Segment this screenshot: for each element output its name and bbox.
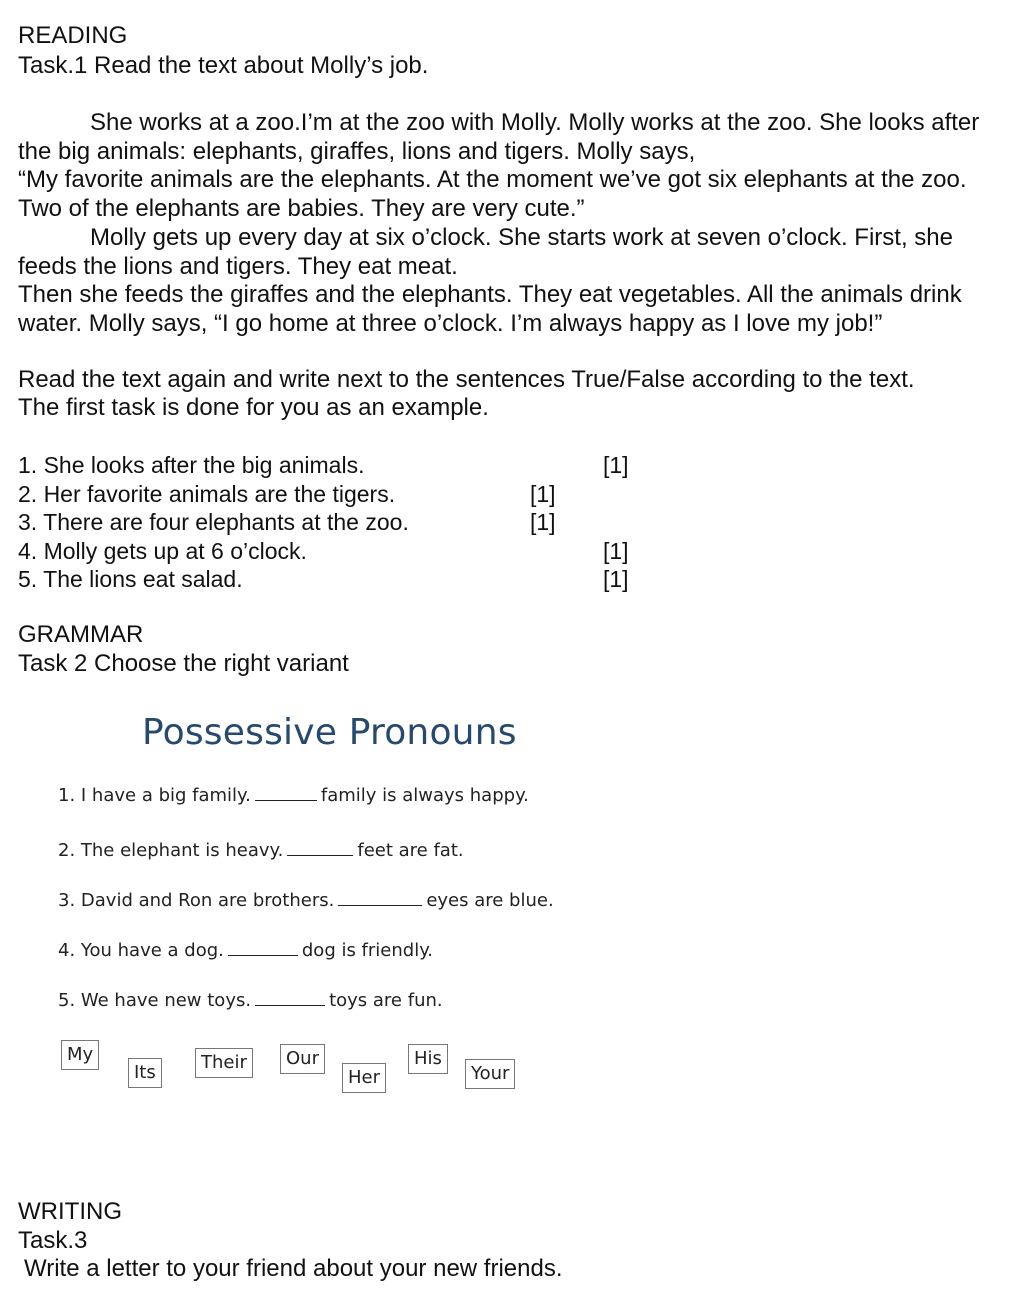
pronoun-sentence-3: 3. David and Ron are brothers. eyes are blue. [58,890,554,911]
passage-paragraph-2: Molly gets up every day at six o’clock. She starts work at seven o’clock. First, she feeds the lions and tigers. They eat meat. [18,223,953,280]
statement-3: 3. There are four elephants at the zoo. [18,509,409,535]
pronoun-sentence-1: 1. I have a big family. family is always happy. [58,785,529,806]
passage-paragraph-1b: “My favorite animals are the elephants. At the moment we’ve got six elephants at the zoo. Two of the elephants are babies. They are very cute.” [18,166,967,223]
grammar-task-title: Task 2 Choose the right variant [18,650,349,677]
word-bank-its[interactable]: Its [128,1058,162,1088]
word-bank-his[interactable]: His [408,1044,448,1074]
statement-2-mark: [1] [530,481,556,507]
word-bank-her[interactable]: Her [342,1063,386,1093]
reading-task-title: Task.1 Read the text about Molly’s job. [18,52,429,79]
answer-blank[interactable] [228,954,298,956]
answer-blank[interactable] [255,799,317,801]
pronoun-sentence-4: 4. You have a dog. dog is friendly. [58,940,434,961]
writing-heading: WRITING [18,1198,122,1225]
answer-blank[interactable] [338,904,422,906]
statement-1: 1. She looks after the big animals. [18,452,365,478]
reading-passage [18,109,1008,339]
word-bank-my[interactable]: My [61,1040,99,1070]
writing-task-title: Task.3 [18,1227,88,1254]
statement-1-mark: [1] [603,452,629,478]
statement-4: 4. Molly gets up at 6 o’clock. [18,538,307,564]
answer-blank[interactable] [287,854,353,856]
reading-instruction-line-2: The first task is done for you as an example. [18,394,489,421]
word-bank-our[interactable]: Our [280,1044,325,1074]
pronoun-sentence-2: 2. The elephant is heavy. feet are fat. [58,840,464,861]
worksheet-title: Possessive Pronouns [142,712,517,753]
writing-instruction: Write a letter to your friend about your new friends. [24,1255,563,1282]
reading-heading: READING [18,22,128,49]
statement-4-mark: [1] [603,538,629,564]
statement-5: 5. The lions eat salad. [18,566,243,592]
word-bank-your[interactable]: Your [465,1059,515,1089]
reading-instruction-line-1: Read the text again and write next to the sentences True/False according to the text. [18,366,915,393]
passage-paragraph-3: Then she feeds the giraffes and the elephants. They eat vegetables. All the animals drink water. Molly says, “I go home at three o’clock. I’m always happy as I love my job!” [18,281,962,337]
answer-blank[interactable] [255,1004,325,1006]
statement-5-mark: [1] [603,566,629,592]
passage-paragraph-1: She works at a zoo.I’m at the zoo with Molly. Molly works at the zoo. She looks after the big animals: elephants, giraffes, lions and tigers. Molly says, [18,109,980,165]
statement-3-mark: [1] [530,509,556,535]
pronoun-sentence-5: 5. We have new toys. toys are fun. [58,990,443,1011]
word-bank-their[interactable]: Their [195,1048,253,1078]
grammar-heading: GRAMMAR [18,621,144,648]
statement-2: 2. Her favorite animals are the tigers. [18,481,396,507]
